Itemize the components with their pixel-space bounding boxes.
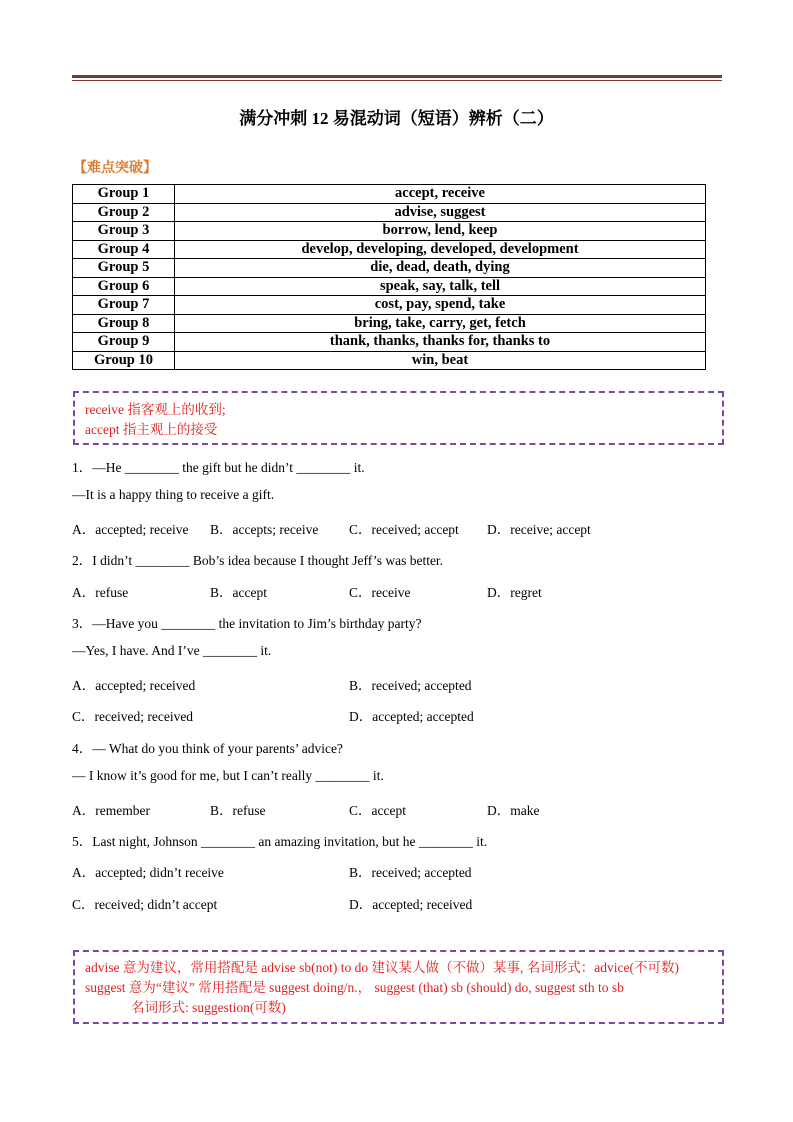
group-words: speak, say, talk, tell (175, 277, 706, 296)
question-4-option-b: B．refuse (210, 803, 266, 818)
note-box-accept-receive (73, 391, 724, 445)
header-rule-thin (72, 80, 722, 81)
table-row (73, 203, 706, 222)
group-name: Group 6 (73, 277, 175, 296)
question-3-stem: 3．—Have you ________ the invitation to Jim’s birthday party? (72, 616, 422, 631)
question-1-option-c: C．received; accept (349, 522, 459, 537)
table-row (73, 259, 706, 278)
note-line: receive 指客观上的收到; (85, 402, 226, 417)
question-2-option-b: B．accept (210, 585, 267, 600)
group-name: Group 9 (73, 333, 175, 352)
group-words: borrow, lend, keep (175, 222, 706, 241)
note-line: advise 意为建议，常用搭配是 advise sb(not) to do 建议某人做（不做）某事, 名词形式：advice(不可数) (85, 960, 679, 975)
table-row (73, 314, 706, 333)
note-line: suggest 意为“建议” 常用搭配是 suggest doing/n.， suggest (that) sb (should) do, suggest sth to sb (85, 980, 624, 995)
group-name: Group 2 (73, 203, 175, 222)
question-5-option-b: B．received; accepted (349, 865, 472, 880)
question-4-option-a: A．remember (72, 803, 150, 818)
table-row (73, 222, 706, 241)
question-4-reply: — I know it’s good for me, but I can’t really ________ it. (72, 768, 384, 783)
note-box-advise-suggest (73, 950, 724, 1024)
table-row (73, 296, 706, 315)
question-4-stem: 4．— What do you think of your parents’ advice? (72, 741, 343, 756)
group-words: accept, receive (175, 185, 706, 204)
group-words: develop, developing, developed, development (175, 240, 706, 259)
group-words: thank, thanks, thanks for, thanks to (175, 333, 706, 352)
question-5-option-d: D．accepted; received (349, 897, 473, 912)
table-row (73, 185, 706, 204)
group-name: Group 10 (73, 351, 175, 370)
group-name: Group 7 (73, 296, 175, 315)
question-3-option-b: B．received; accepted (349, 678, 472, 693)
group-words: win, beat (175, 351, 706, 370)
group-words: die, dead, death, dying (175, 259, 706, 278)
question-3-reply: —Yes, I have. And I’ve ________ it. (72, 643, 272, 658)
question-2-option-a: A．refuse (72, 585, 129, 600)
question-1-stem: 1．—He ________ the gift but he didn’t ________ it. (72, 460, 365, 475)
question-5-stem: 5．Last night, Johnson ________ an amazing invitation, but he ________ it. (72, 834, 488, 849)
question-1-option-a: A．accepted; receive (72, 522, 189, 537)
group-name: Group 8 (73, 314, 175, 333)
group-name: Group 1 (73, 185, 175, 204)
group-words: bring, take, carry, get, fetch (175, 314, 706, 333)
question-5-option-a: A．accepted; didn’t receive (72, 865, 224, 880)
groups-table (72, 184, 706, 370)
note-line: 名词形式: suggestion(可数) (131, 1000, 286, 1015)
question-1-option-b: B．accepts; receive (210, 522, 319, 537)
question-4-option-d: D．make (487, 803, 540, 818)
header-rule-thick (72, 75, 722, 78)
table-row (73, 240, 706, 259)
table-row (73, 333, 706, 352)
group-words: advise, suggest (175, 203, 706, 222)
group-words: cost, pay, spend, take (175, 296, 706, 315)
group-name: Group 4 (73, 240, 175, 259)
table-row (73, 351, 706, 370)
group-name: Group 5 (73, 259, 175, 278)
question-3-option-a: A．accepted; received (72, 678, 196, 693)
question-2-stem: 2．I didn’t ________ Bob’s idea because I thought Jeff’s was better. (72, 553, 444, 568)
question-5-option-c: C．received; didn’t accept (72, 897, 218, 912)
question-1-reply: —It is a happy thing to receive a gift. (72, 487, 275, 502)
question-4-option-c: C．accept (349, 803, 406, 818)
question-3-option-c: C．received; received (72, 709, 194, 724)
table-row (73, 277, 706, 296)
section-label: 【难点突破】 (73, 161, 157, 176)
question-3-option-d: D．accepted; accepted (349, 709, 474, 724)
page-title: 满分冲刺 12 易混动词（短语）辨析（二） (239, 109, 554, 128)
group-name: Group 3 (73, 222, 175, 241)
note-line: accept 指主观上的接受 (85, 422, 218, 437)
question-2-option-d: D．regret (487, 585, 542, 600)
question-1-option-d: D．receive; accept (487, 522, 591, 537)
question-2-option-c: C．receive (349, 585, 411, 600)
